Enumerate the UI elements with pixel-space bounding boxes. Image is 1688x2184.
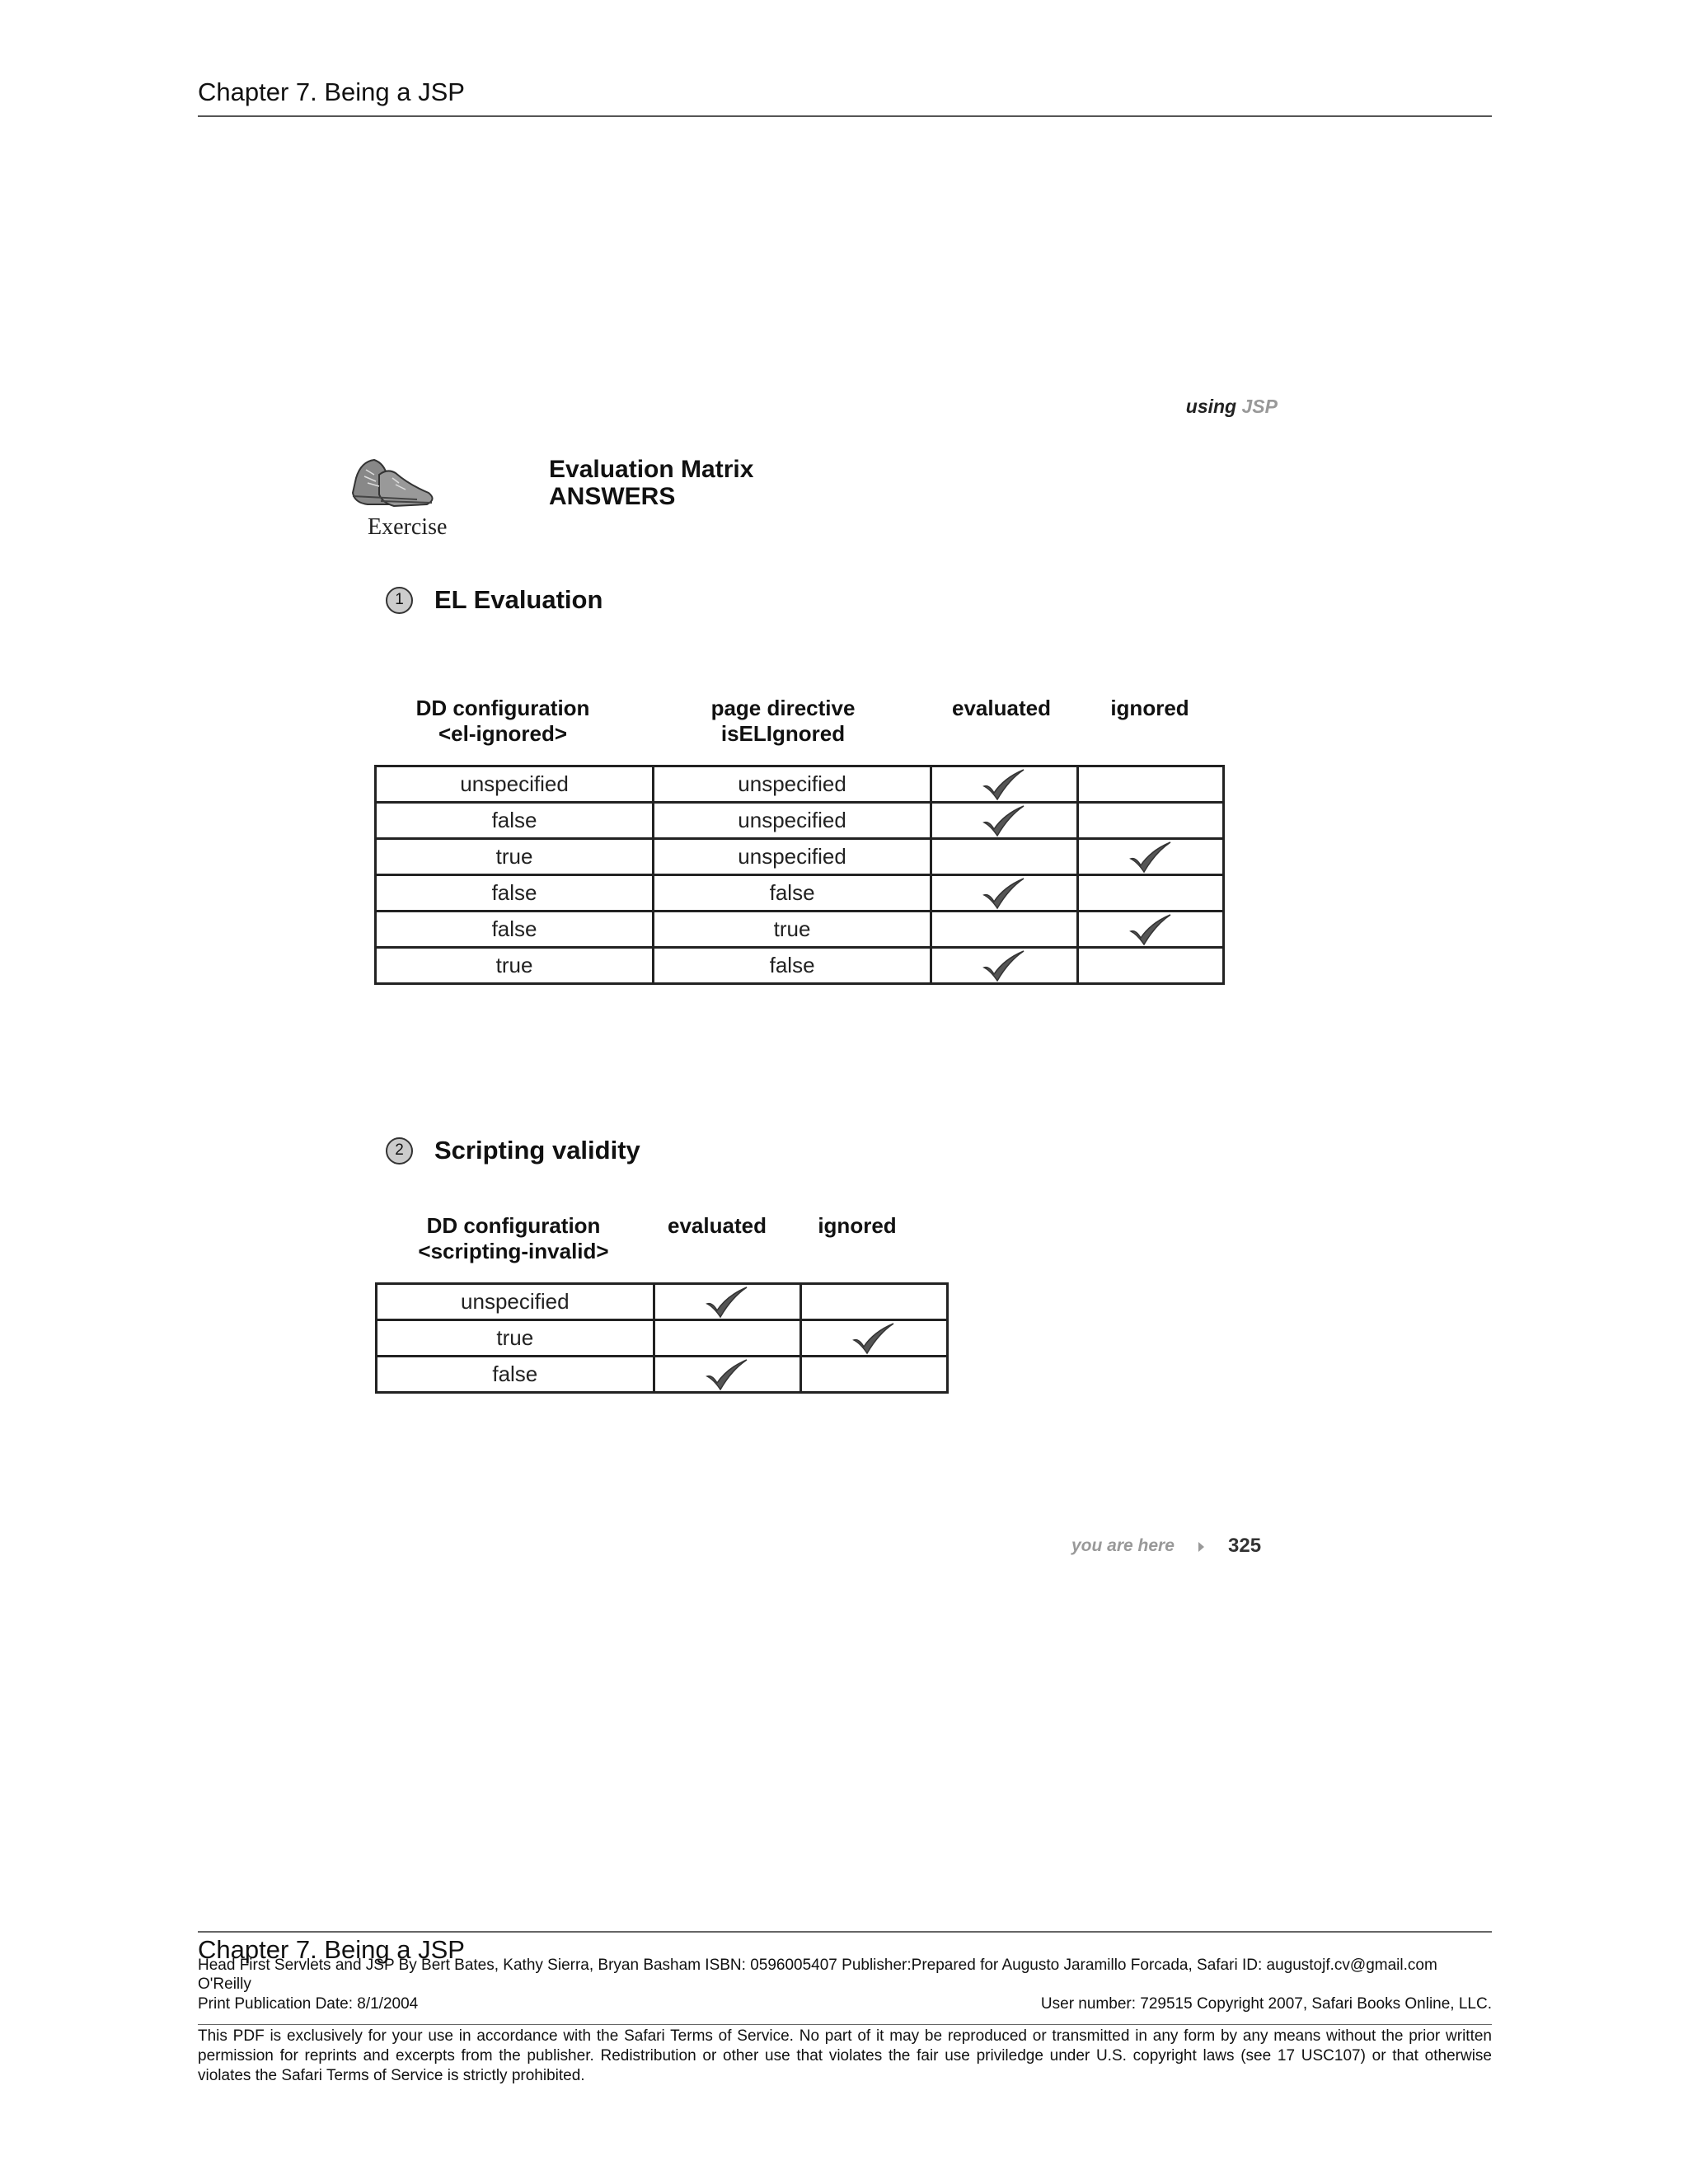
checkmark-icon (981, 949, 1027, 982)
el-evaluation-table (374, 765, 1225, 985)
evaluated-cell (931, 803, 1077, 839)
footer-book-line: Head First Servlets and JSP By Bert Bates, Kathy Sierra, Bryan Basham ISBN: 0596005407 Publisher:Prepared for Augusto Jaramillo Forcada, Safari ID: augustojf.cv@gmail.com (198, 1957, 1437, 1974)
page-directive-cell: unspecified (654, 803, 931, 839)
exercise-title-line1: Evaluation Matrix (549, 456, 754, 483)
scripting-col-header-dd-line2: <scripting-invalid> (418, 1239, 609, 1263)
header-rule (198, 115, 1492, 117)
page-directive-cell: false (654, 948, 931, 984)
evaluated-cell (931, 839, 1077, 875)
ignored-cell (1077, 912, 1223, 948)
evaluated-cell (931, 766, 1077, 803)
scripting-validity-table (375, 1282, 949, 1394)
table-row (376, 948, 1224, 984)
section-tag-jsp: JSP (1241, 396, 1278, 417)
checkmark-icon (704, 1358, 750, 1391)
checkmark-icon (981, 804, 1027, 837)
dd-config-cell: true (377, 1320, 654, 1357)
dd-config-cell: unspecified (376, 766, 654, 803)
exercise-sneaker-icon (346, 445, 470, 544)
el-section-heading (386, 585, 603, 615)
exercise-logo-text: Exercise (368, 514, 448, 540)
footer-rule-top (198, 1931, 1492, 1933)
el-col-header-pd-line1: page directive (710, 696, 856, 720)
table-row (376, 912, 1224, 948)
ignored-cell (800, 1357, 947, 1393)
dd-config-cell: unspecified (377, 1284, 654, 1320)
checkmark-icon (981, 768, 1027, 801)
scripting-section-title: Scripting validity (434, 1136, 640, 1165)
table-row (376, 803, 1224, 839)
dd-config-cell: false (376, 875, 654, 912)
evaluated-cell (931, 912, 1077, 948)
el-col-header-evaluated: evaluated (952, 696, 1051, 720)
ignored-cell (1077, 766, 1223, 803)
table-row (377, 1320, 948, 1357)
dd-config-cell: false (377, 1357, 654, 1393)
footer-user-line: User number: 729515 Copyright 2007, Safari Books Online, LLC. (1040, 1995, 1492, 2013)
el-col-header-dd-line2: <el-ignored> (438, 721, 568, 746)
table-row (376, 875, 1224, 912)
dd-config-cell: false (376, 912, 654, 948)
evaluated-cell (654, 1357, 800, 1393)
evaluated-cell (654, 1320, 800, 1357)
page-number: 325 (1228, 1535, 1262, 1557)
dd-config-cell: true (376, 948, 654, 984)
dd-config-cell: false (376, 803, 654, 839)
page-directive-cell: true (654, 912, 931, 948)
ignored-cell (800, 1320, 947, 1357)
el-section-number: 1 (386, 587, 413, 614)
evaluated-cell (931, 948, 1077, 984)
evaluated-cell (654, 1284, 800, 1320)
footer-notice: This PDF is exclusively for your use in accordance with the Safari Terms of Service. No part of it may be reproduced or transmitted in any form by any means without the prior written permission for reprints and excerpts from the publisher. Redistribution or other use that violates the fair use priviledge under U.S. copyright laws (see 17 USC107) or that otherwise violates the Safari Terms of Service is strictly prohibited. (198, 2027, 1492, 2084)
checkmark-icon (851, 1322, 897, 1355)
table-row (377, 1357, 948, 1393)
you-are-here-arrow-icon (1198, 1542, 1204, 1552)
table-row (376, 766, 1224, 803)
evaluated-cell (931, 875, 1077, 912)
checkmark-icon (1128, 841, 1174, 874)
footer-publisher: O'Reilly (198, 1975, 251, 1993)
footer-rule-bottom (198, 2024, 1492, 2025)
el-col-header-ignored: ignored (1110, 696, 1189, 720)
checkmark-icon (1128, 913, 1174, 946)
section-tag (1137, 396, 1278, 418)
you-are-here-label: you are here (1071, 1536, 1175, 1555)
checkmark-icon (704, 1286, 750, 1319)
page-header-title: Chapter 7. Being a JSP (198, 77, 465, 106)
page-directive-cell: unspecified (654, 766, 931, 803)
el-col-header-dd-line1: DD configuration (415, 696, 590, 720)
el-col-header-page-directive (655, 696, 911, 747)
section-tag-using: using (1185, 396, 1237, 417)
scripting-col-header-evaluated: evaluated (668, 1213, 767, 1238)
page-directive-cell: false (654, 875, 931, 912)
scripting-section-number: 2 (386, 1137, 413, 1165)
ignored-cell (1077, 948, 1223, 984)
footer-print-date: Print Publication Date: 8/1/2004 (198, 1995, 419, 2013)
checkmark-icon (981, 877, 1027, 910)
ignored-cell (800, 1284, 947, 1320)
ignored-cell (1077, 839, 1223, 875)
exercise-title (549, 456, 753, 510)
scripting-section-heading (386, 1136, 640, 1165)
table-row (377, 1284, 948, 1320)
table-row (376, 839, 1224, 875)
el-section-title: EL Evaluation (434, 585, 603, 614)
el-col-header-dd (375, 696, 631, 747)
exercise-title-line2: ANSWERS (549, 483, 676, 510)
footer-chapter-title: Chapter 7. Being a JSP (198, 1935, 465, 1964)
scripting-col-header-ignored: ignored (818, 1213, 897, 1238)
ignored-cell (1077, 875, 1223, 912)
ignored-cell (1077, 803, 1223, 839)
scripting-col-header-dd-line1: DD configuration (426, 1213, 601, 1238)
el-col-header-pd-line2: isELIgnored (720, 721, 846, 746)
dd-config-cell: true (376, 839, 654, 875)
scripting-col-header-dd (386, 1213, 641, 1264)
page-directive-cell: unspecified (654, 839, 931, 875)
